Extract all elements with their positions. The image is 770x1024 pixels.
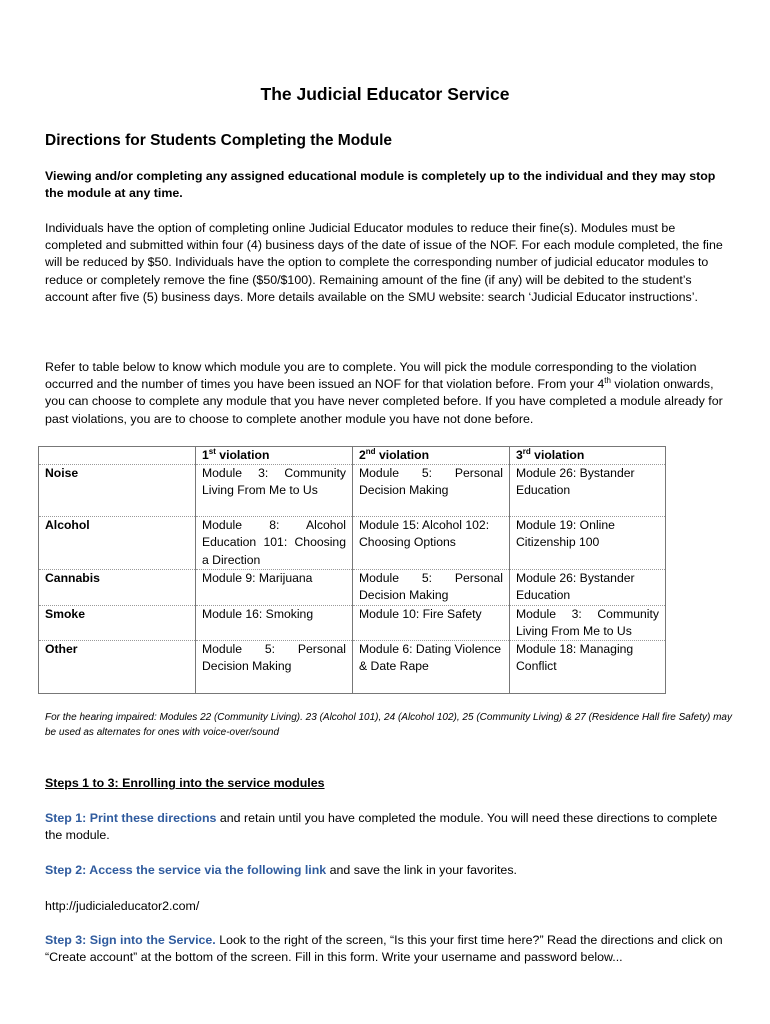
- table-cell: Module 18: Managing Conflict: [510, 641, 666, 694]
- options-paragraph: Individuals have the option of completing online Judicial Educator modules to reduce their fine(s). Modules must be completed and submitted within four (4) business days of the date of issue of the NOF. For each module completed, the fine will be reduced by $50. Individuals have the option to complete the corresponding number of judicial educator modules to reduce or completely remove the fine ($50/$100). Remaining amount of the fine (if any) will be debited to the student’s account after five (5) business days. More details available on the SMU website: search ‘Judicial Educator instructions’.: [45, 221, 723, 304]
- module-table: [38, 446, 666, 694]
- table-header-cell: 1st violation: [196, 447, 353, 465]
- refer-text-part1: Refer to table below to know which module you are to complete. You will pick the module corresponding to the violation occurred and the number of times you have been issued an NOF for that violation before. From your 4: [45, 360, 697, 392]
- table-header-blank: [39, 447, 196, 465]
- table-header-cell: 3rd violation: [510, 447, 666, 465]
- table-row: [39, 570, 666, 605]
- step-2-paragraph: [45, 862, 730, 879]
- table-row-label: Smoke: [39, 605, 196, 640]
- table-row: [39, 641, 666, 694]
- table-cell: Module 5: Personal Decision Making: [353, 465, 510, 517]
- table-header-cell: 2nd violation: [353, 447, 510, 465]
- section-heading-directions: Directions for Students Completing the Module: [45, 132, 393, 149]
- table-cell: Module 8: Alcohol Education 101: Choosing a Direction: [196, 517, 353, 570]
- table-cell: Module 5: Personal Decision Making: [353, 570, 510, 605]
- table-cell: Module 15: Alcohol 102: Choosing Options: [353, 517, 510, 570]
- table-cell: Module 9: Marijuana: [196, 570, 353, 605]
- table-row: [39, 605, 666, 640]
- step-1-paragraph: [45, 810, 730, 844]
- table-header-row: [39, 447, 666, 465]
- document-title: The Judicial Educator Service: [260, 84, 510, 104]
- table-row-label: Alcohol: [39, 517, 196, 570]
- hearing-impaired-note: For the hearing impaired: Modules 22 (Community Living). 23 (Alcohol 101), 24 (Alcohol 102), 25 (Community Living) & 27 (Residence Hall fire Safety) may be used as alternates for ones with voice-over/sound: [45, 712, 732, 738]
- step-3-text: Look to the right of the screen, “Is this your first time here?” Read the directions and click on “Create account” at the bottom of the screen. Fill in this form. Write your username and password below...: [45, 933, 723, 965]
- step-3-label: Step 3: Sign into the Service.: [45, 933, 216, 947]
- step-1-text: and retain until you have completed the module. You will need these directions to complete the module.: [45, 811, 718, 843]
- step-2-label: Step 2: Access the service via the following link: [45, 863, 327, 877]
- table-cell: Module 5: Personal Decision Making: [196, 641, 353, 694]
- table-row-label: Other: [39, 641, 196, 694]
- service-link[interactable]: http://judicialeducator2.com/: [45, 899, 200, 913]
- table-cell: Module 26: Bystander Education: [510, 465, 666, 517]
- table-cell: Module 16: Smoking: [196, 605, 353, 640]
- step-1-label: Step 1: Print these directions: [45, 811, 217, 825]
- intro-paragraph: Viewing and/or completing any assigned educational module is completely up to the individual and they may stop the module at any time.: [45, 169, 716, 201]
- table-row-label: Noise: [39, 465, 196, 517]
- table-cell: Module 3: Community Living From Me to Us: [196, 465, 353, 517]
- refer-superscript: th: [604, 376, 611, 386]
- table-cell: Module 6: Dating Violence & Date Rape: [353, 641, 510, 694]
- table-cell: Module 10: Fire Safety: [353, 605, 510, 640]
- table-row: [39, 517, 666, 570]
- steps-heading: Steps 1 to 3: Enrolling into the service modules: [45, 776, 325, 790]
- refer-text-part2: violation onwards, you can choose to complete any module that you have never completed before. If you have completed a module already for past violations, you are to choose to complete another module you have not done before.: [45, 377, 723, 426]
- refer-paragraph: [45, 359, 730, 428]
- table-cell: Module 19: Online Citizenship 100: [510, 517, 666, 570]
- table-row-label: Cannabis: [39, 570, 196, 605]
- table-row: [39, 465, 666, 517]
- step-3-paragraph: [45, 932, 730, 966]
- table-cell: Module 3: Community Living From Me to Us: [510, 605, 666, 640]
- step-2-text: and save the link in your favorites.: [326, 863, 517, 877]
- table-cell: Module 26: Bystander Education: [510, 570, 666, 605]
